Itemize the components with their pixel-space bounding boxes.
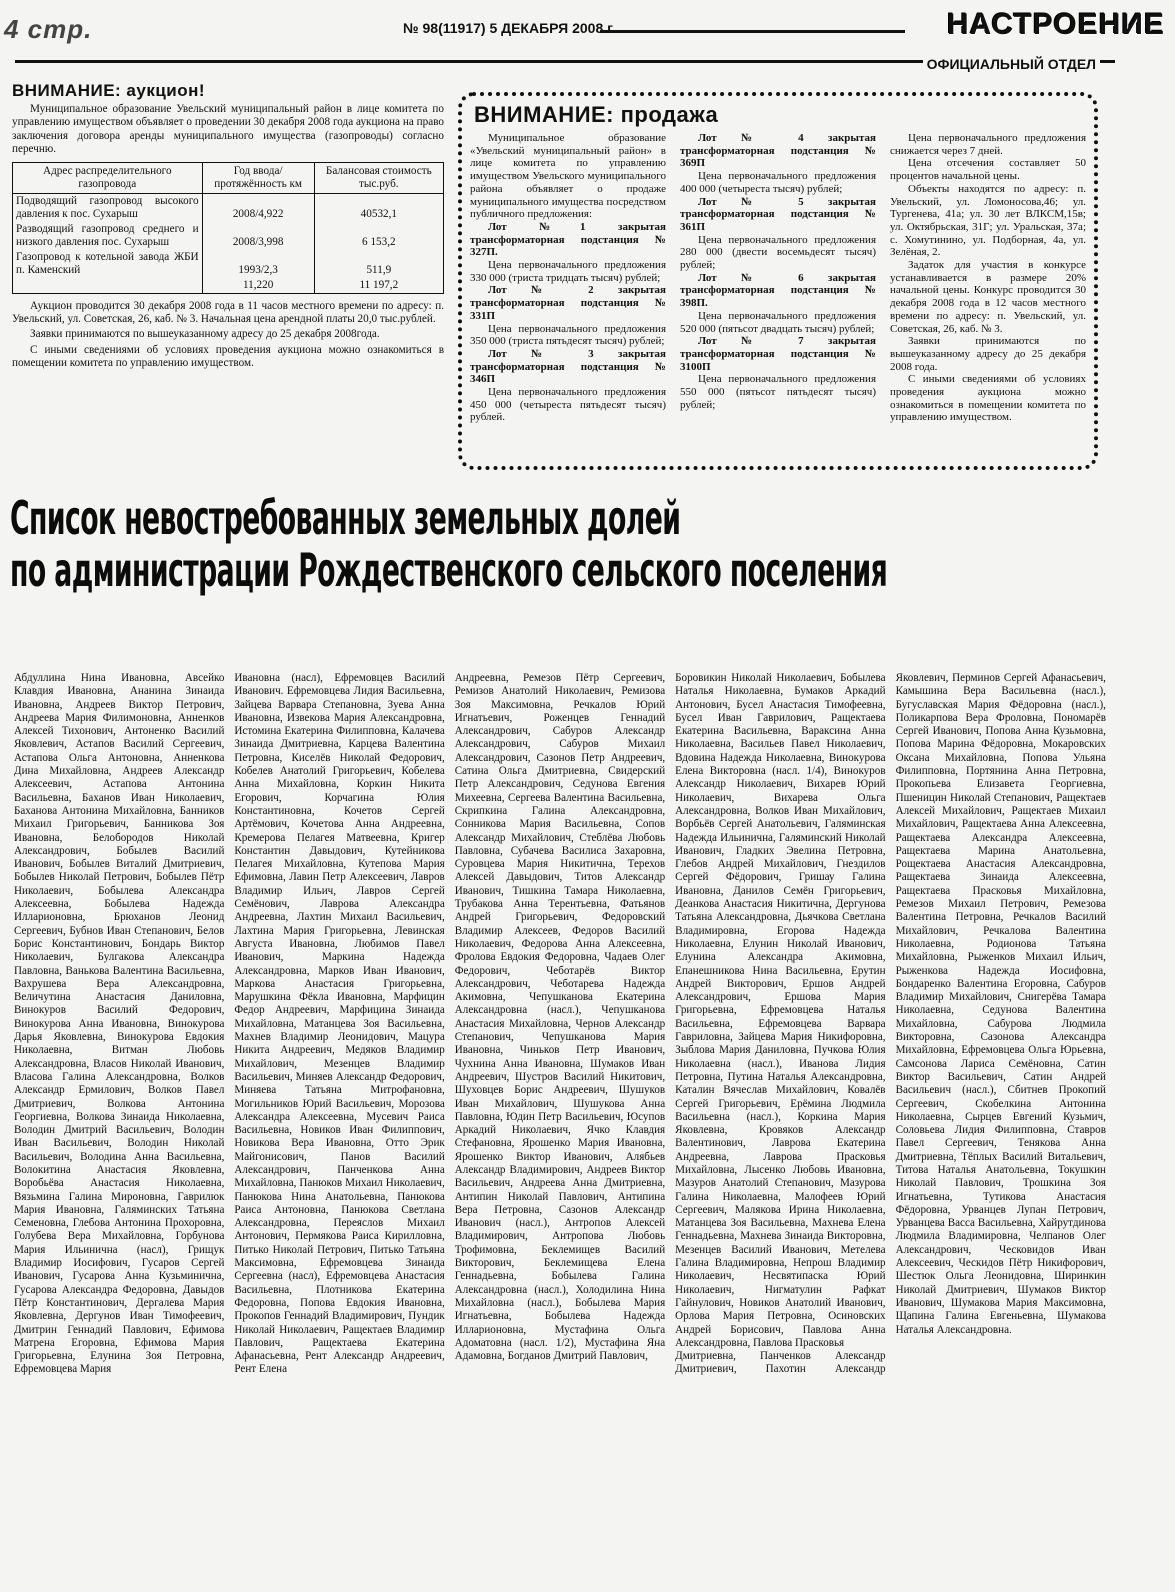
table-cell: 11,220 <box>202 278 314 294</box>
names-block: Боровикин Николай Николаевич, Бобылева Наталья Николаевна, Бумаков Аркадий Антонович, Бусел Анастасия Тимофеевна, Бусел Иван Гаврилович, Ращектаева Екатерина Васильевна, Вараксина Анна Николаевна, Васильев Павел Николаевич, Вдовина Надежда Николаевна, Винокурова Елена Викторовна (насл. 1/4), Винокуров Александр Николаевич, Вихарев Юрий Николаевич, Вихарева Ольга Александровна, Волков Иван Михайлович, Ворбьёв Сергей Анатольевич, Галяминская Надежда Ильинична, Галяминский Николай Иванович, Гладких Эвелина Петровна, Глебов Андрей Михайлович, Гнездилов Сергей Фёдорович, Гришау Галина Ивановна, Данилов Семён Григорьевич, Деанкова Анастасия Никитична, Дергунова Татьяна Александровна, Дьячкова Светлана Владимировна, Егорова Надежда Николаевна, Елунин Николай Иванович, Елунина Александра Акимовна, Епанешникова Нина Васильевна, Ерутин Андрей Викторович, Ершов Андрей Александрович, Ершова Мария Григорьевна, Ефремовцева Наталья Васильевна, Ефремовцева Варвара Гавриловна, Зайцева Мария Никифоровна, Зыблова Мария Даниловна, Пучкова Юлия Николаевна (насл.), Иванова Лидия Петровна, Путина Наталья Александровна, Каталин Вячеслав Михайлович, Ковалёв Сергей Григорьевич, Ерёмина Людмила Васильевна (насл.), Коркина Мария Яковлевна, Кровяков Александр Валентинович, Лаврова Екатерина Андреевна, Лаврова Прасковья Михайловна, Лысенко Любовь Ивановна, Мазуров Анатолий Степанович, Мазурова Галина Николаевна, Малофеев Юрий Сергеевич, Малякова Ирина Николаевна, Матанцева Зоя Васильевна, Махнева Елена Геннадьевна, Махнева Зинаида Викторовна, Мезенцев Василий Иванович, Метелева Галина Владимировна, Непрош Владимир Николаевич, Несвятипаска Юрий Николаевич, Нигматулин Рафкат Гайнулович, Новиков Анатолий Иванович, Орлова Мария Петровна, Осиновских Андрей Борисович, Павлова Анна Александровна, Павлова Прасковья <box>675 672 886 1349</box>
auction-details: Аукцион проводится 30 декабря 2008 года в 11 часов местного времени по адресу: п. Увельский, ул. Советская, 26, каб. № 3. Начальная цена арендной платы 20,0 тыс.рублей. <box>12 300 444 326</box>
names-block: Ивановна (насл), Ефремовцев Василий Иванович. Ефремовцева Лидия Васильевна, Зайцева Варвара Степановна, Зуева Анна Ивановна, Извекова Мария Александровна, Истомина Екатерина Филипповна, Калачева Зинаида Дмитриевна, Карцева Валентина Петровна, Киселёв Николай Федорович, Кобелев Анатолий Григорьевич, Кобелева Анна Михайловна, Коркин Никита Егорович, Корчагина Юлия Константиновна, Кочетов Сергей Артёмович, Кочетова Анна Андреевна, Кремерова Пелагея Матвеевна, Кригер Константин Давыдович, Кутейникова Пелагея Михайловна, Кутепова Мария Ефимовна, Лавин Петр Алексеевич, Лавров Владимир Ильич, Лавров Сергей Семёнович, Лаврова Александра Андреевна, Лахтин Михаил Васильевич, Лахтина Мария Григорьевна, Левинская Августа Ивановна, Любимов Павел Иванович, Маркина Надежда Александровна, Марков Иван Иванович, Маркова Анастасия Григорьевна, Марушкина Фёкла Ивановна, Марфицин Федор Андреевич, Марфицина Зинаида Михайловна, Матанцева Зоя Васильевна, Махнев Владимир Леонидович, Мацура Никита Андреевич, Медяков Владимир Михайлович, Мезенцев Владимир Васильевич, Миняев Александр Федорович, Миняева Татьяна Митрофановна, Могильников Юрий Васильевич, Морозова Александра Алексеевна, Мусевич Раиса Васильевна, Новиков Иван Филиппович, Новикова Вера Ивановна, Отто Эрик Майгонисович, Панов Василий Александрович, Панченкова Анна Михайловна, Панюков Михаил Николаевич, Панюкова Нина Анатольевна, Панюкова Раиса Антоновна, Панюкова Светлана Александровна, Переяслов Михаил Антонович, Пермякова Раиса Кирилловна, Питько Николай Петрович, Питько Татьяна Максимовна, Ефремовцева Зинаида Сергеевна (насл), Ефремовцева Анастасия Васильевна, Плотникова Екатерина Федоровна, Попова Евдокия Ивановна, Прокопов Геннадий Владимирович, Пундик Николай Николаевич, Ращектаев Владимир Павлович, Ращектаева Екатерина Афанасьевна, Рент Александр Андреевич, Рент Елена <box>234 672 445 1376</box>
page-header <box>0 0 1175 70</box>
names-block: Дмитриевна, Панченков Александр Дмитриевич, Пахотин Александр Яковлевич, Перминов Сергей Афанасьевич, Камышина Вера Васильевна (насл.), Бугуславская Мария Фёдоровна (насл.), Поликарпова Вера Фроловна, Пономарёв Сергей Иванович, Попова Анна Кузьмовна, Попова Марина Фёдоровна, Мокаровских Оксана Михайловна, Попова Ульяна Филипповна, Портянина Анна Петровна, Прокопьева Елизавета Георгиевна, Пшеницин Николай Степанович, Ращектаев Алексей Михайлович, Ращектаев Михаил Михайлович, Ращектаева Анна Алексеевна, Ращектаева Александра Алексеевна, Ращектаева Марина Анатольевна, Рощектаева Анастасия Александровна, Ращектаева Зинаида Алексеевна, Ращектаева Прасковья Михайловна, Ремезов Михаил Петрович, Ремезова Валентина Петровна, Речкалов Василий Михайлович, Речкалова Валентина Николаевна, Родионова Татьяна Михайловна, Рыженков Михаил Ильич, Рыженкова Надежда Иосифовна, Бондаренко Валентина Егоровна, Сабуров Владимир Михайлович, Снигерёва Тамара Николаевна, Седунова Валентина Михайловна, Сабурова Людмила Викторовна, Сазонова Александра Михайловна, Ефремовцева Ольга Юрьевна, Самсонова Лариса Семёновна, Сатин Виктор Васильевич, Сатин Андрей Васильевич (насл.), Сбитнев Прокопий Сергеевич, Скобелкина Антонина Николаевна, Сырцев Евгений Кузьмич, Соловьева Лидия Филипповна, Ставров Павел Сергеевич, Тенякова Анна Дмитриевна, Тёплых Василий Витальевич, Титова Наталья Анатольевна, Токушкин Николай Павлович, Трошкина Зоя Игнатьевна, Тутикова Анастасия Фёдоровна, Урванцев Лупан Петрович, Урванцева Васса Васильевна, Хайрутдинова Людмила Владимировна, Челпанов Олег Александрович, Ческовидов Иван Алексеевич, Ческидов Пётр Никифорович, Шестюк Ольга Леонидовна, Ширинкин Николай Дмитриевич, Шумаков Виктор Иванович, Шумакова Мария Максимовна, Щапина Галина Евгеньевна, Шумакова Наталья Александровна. <box>675 672 1106 1376</box>
names-block: Абдуллина Нина Ивановна, Авсейко Клавдия Ивановна, Ананина Зинаида Ивановна, Андреев Виктор Петрович, Андреева Мария Филимоновна, Анненков Алексей Тихонович, Антоненко Василий Яковлевич, Астапов Василий Сергеевич, Астапова Ольга Антоновна, Анненкова Дина Михайловна, Андреев Александр Алексеевич, Астапова Антонина Васильевна, Баханов Иван Николаевич, Баханова Антонина Михайловна, Банников Михаил Григорьевич, Банникова Зоя Ивановна, Белобородов Николай Александрович, Бобылев Василий Иванович, Бобылев Виталий Дмитриевич, Бобылев Николай Петрович, Бобылев Пётр Николаевич, Бобылева Александра Алексеевна, Бобылева Надежда Илларионовна, Брюханов Леонид Сергеевич, Бубнов Иван Степанович, Белов Борис Константинович, Бондарь Виктор Николаевич, Булгакова Александра Павловна, Ванькова Валентина Васильевна, Вахрушева Вера Александровна, Величутина Анастасия Даниловна, Винокуров Василий Федорович, Винокурова Анна Ивановна, Винокурова Дарья Яковлевна, Винокурова Евдокия Николаевна, Витман Любовь Александровна, Власов Николай Иванович, Власова Галина Александровна, Волков Александр Ермилович, Волков Павел Дмитриевич, Волкова Антонина Георгиевна, Волкова Зинаида Николаевна, Володин Дмитрий Васильевич, Володин Иван Васильевич, Володин Николай Васильевич, Володина Анна Васильевна, Волокитина Анастасия Яковлевна, Воробьёва Анастасия Николаевна, Вязьмина Галина Мироновна, Гаврилюк Мария Ивановна, Галяминских Татьяна Семеновна, Глебова Антонина Прохоровна, Голубева Вера Михайловна, Горбунова Мария Ильинична (насл), Грищук Владимир Иосифович, Гусаров Сергей Иванович, Гусарова Анна Кузьминична, Гусарова Александра Федоровна, Давыдов Пётр Константинович, Дергалева Мария Яковлевна, Дергунов Иван Тимофеевич, Дмитрин Геннадий Павлович, Ефимова Матрена Егоровна, Ефимова Мария Григорьевна, Елунина Зоя Петровна, Ефремовцева Мария <box>14 672 225 1376</box>
auction-applications: Заявки принимаются по вышеуказанному адресу до 25 декабря 2008года. <box>30 328 380 341</box>
lot-price: Цена первоначального предложения 520 000 (пятьсот двадцать тысяч) рублей; <box>680 309 876 335</box>
table-cell: 40532,1 <box>314 194 443 223</box>
lot-title: Лот № 3 закрытая трансформаторная подстанция № 346П <box>470 347 666 386</box>
table-cell: Подводящий газопровод высокого давления к пос. Сухарыш <box>13 194 203 223</box>
header-rule <box>600 30 905 33</box>
table-row <box>13 222 444 250</box>
lot-title: Лот № 2 закрытая трансформаторная подстанция № 331П <box>470 284 666 322</box>
table-header: Адрес распределительного газопровода <box>13 163 203 194</box>
table-row <box>13 278 444 294</box>
lot-title: Лот № 4 закрытая трансформаторная подстанция № 369П <box>680 132 876 170</box>
lot-title: Лот № 5 закрытая трансформаторная подстанция № 361П <box>680 195 876 233</box>
table-cell: 511,9 <box>314 250 443 278</box>
lot-price: Цена первоначального предложения 550 000 (пятьсот пятьдесят тысяч) рублей; <box>680 373 876 411</box>
lot-price: Цена первоначального предложения 330 000 (триста тридцать тысяч) рублей; <box>470 259 666 284</box>
lot-price: Цена первоначального предложения 450 000 (четыреста пятьдесят тысяч) рублей. <box>470 386 666 424</box>
table-row <box>13 194 444 223</box>
lot-price: Цена первоначального предложения 280 000 (двести восемьдесят тысяч) рублей; <box>680 233 876 272</box>
auction-notice <box>12 81 444 372</box>
lot-title: Лот №1 закрытая трансформаторная подстанция № 327П. <box>470 220 666 259</box>
lot-title: Лот № 7 закрытая трансформаторная подстанция № 3100П <box>680 335 876 373</box>
auction-info: С иными сведениями об условиях проведения аукциона можно ознакомиться в помещении комитета по управлению имуществом. <box>12 343 444 369</box>
table-cell: 2008/4,922 <box>202 194 314 223</box>
table-cell <box>13 278 203 294</box>
table-cell: Газопровод к котельной завода ЖБИ п. Каменский <box>13 250 203 278</box>
sale-price-drop: Цена первоначального предложения снижается через 7 дней. <box>890 132 1086 157</box>
table-row <box>13 250 444 278</box>
sale-objects: Объекты находятся по адресу: п. Увельский, ул. Ломоносова,46; ул. Тургенева, 41а; ул. 30 лет ВЛКСМ,15в; ул. Октябрьская, 31Г; ул. Уральская, 37а; с. Хомутинино, ул. Подборная, 4а, ул. Зелёная, 2. <box>890 182 1086 259</box>
table-cell: Разводящий газопровод среднего и низкого давления пос. Сухарыш <box>13 222 203 250</box>
page-number: 4 стр. <box>4 14 93 44</box>
lot-price: Цена первоначального предложения 350 000 (триста пятьдесят тысяч) рублей; <box>470 322 666 348</box>
table-cell: 1993/2,3 <box>202 250 314 278</box>
table-header: Балансовая стоимость тыс.руб. <box>314 163 443 194</box>
table-cell: 11 197,2 <box>314 278 443 294</box>
list-title-line: Список невостребованных земельных долей <box>10 491 681 545</box>
sale-info: С иными сведениями об условиях проведения аукциона можно ознакомиться в помещении комитета по управлению имуществом. <box>890 373 1086 424</box>
lot-price: Цена первоначального предложения 400 000 (четыреста тысяч) рублей; <box>680 170 876 195</box>
names-block: Андреевна, Ремезов Пётр Сергеевич, Ремизов Анатолий Николаевич, Ремизова Зоя Максимовна, Речкалов Юрий Игнатьевич, Роженцев Геннадий Александрович, Сабуров Александр Александрович, Сабуров Михаил Александрович, Сазонов Петр Андреевич, Сатина Ольга Дмитриевна, Свидерский Петр Александрович, Седунова Евгения Михеевна, Сергеева Валентина Васильевна, Скрипкина Галина Александровна, Сонникова Мария Васильевна, Сопов Александр Михайлович, Стеблёва Любовь Павловна, Субачева Василиса Захаровна, Суровцева Мария Никитична, Терехов Алексей Давыдович, Титов Александр Иванович, Тишкина Тамара Николаевна, Трубакова Анна Терентьевна, Фатьянов Андрей Григорьевич, Федоровский Владимир Алексеев, Федоров Василий Николаевич, Федорова Анна Алексеевна, Фролова Евдокия Федоровна, Чадаев Олег Федорович, Чеботарёв Виктор Александрович, Чеботарева Надежда Акимовна, Чепушканова Екатерина Александровна (насл.), Чепушканова Анастасия Михайловна, Чернов Александр Степанович, Чепушканова Мария Ивановна, Чиньков Петр Иванович, Чухнина Анна Ивановна, Шумаков Иван Андреевич, Шустров Василий Никитович, Шуховцев Борис Андреевич, Шушуков Иван Михайлович, Шушукова Анна Павловна, Юдин Петр Васильевич, Юсупов Аркадий Николаевич, Ячко Клавдия Стефановна, Ярошенко Мария Ивановна, Ярошенко Виктор Иванович, Алябьев Александр Владимирович, Андреев Виктор Васильевич, Андреева Анна Дмитриевна, Антипин Николай Павлович, Антипина Вера Петровна, Сазонов Александр Иванович (насл.), Антропов Алексей Владимирович, Антропова Любовь Трофимовна, Беклемищев Василий Викторович, Беклемищева Елена Геннадьевна, Бобылева Галина Александровна (насл.), Холодилина Нина Михайловна (насл.), Бобылева Мария Игнатьевна, Бобылева Надежда Илларионовна, Мустафина Ольга Адоматовна (насл. 1/2), Мустафина Яна Адамовна, Богданов Дмитрий Павлович, <box>454 672 666 1363</box>
department-label: ОФИЦИАЛЬНЫЙ ОТДЕЛ <box>923 56 1100 72</box>
table-cell: 2008/3,998 <box>202 222 314 250</box>
table-cell: 6 153,2 <box>314 222 443 250</box>
issue-line: № 98(11917) 5 ДЕКАБРЯ 2008 г. <box>403 20 616 36</box>
lot-title: Лот № 6 закрытая трансформаторная подстанция № 398П. <box>680 271 876 310</box>
list-title <box>10 491 888 597</box>
sale-cutoff: Цена отсечения составляет 50 процентов начальной цены. <box>890 157 1086 183</box>
sale-applications: Заявки принимаются по вышеуказанному адресу до 25 декабря 2008 года. <box>890 335 1086 373</box>
auction-intro: Муниципальное образование Увельский муниципальный район в лице комитета по управлению имуществом объявляет о проведении 30 декабря 2008 года аукциона на право заключения договора аренды муниципального имущества (газопроводы) согласно перечню. <box>12 103 444 155</box>
gas-pipeline-table <box>12 162 444 294</box>
sale-deposit: Задаток для участия в конкурсе устанавливается в размере 20% начальной цены. Конкурс проводится 30 декабря 2008 года в 12 часов местного времени по адресу: п. Увельский, ул. Советская, 26, каб. № 3. <box>890 259 1086 335</box>
auction-heading: ВНИМАНИЕ: аукцион! <box>12 81 206 100</box>
sale-intro: Муниципальное образование «Увельский муниципальный район» в лице комитета по управлению имуществом Увельского муниципального района объявляет о продаже муниципального имущества посредством публичного предложения: <box>470 132 666 221</box>
section-title: НАСТРОЕНИЕ <box>946 8 1165 41</box>
sale-text <box>470 132 1086 424</box>
sale-notice <box>458 92 1098 470</box>
list-title-line: по администрации Рождественского сельского поселения <box>10 543 888 597</box>
names-list <box>14 672 1106 1584</box>
table-header: Год ввода/протяжённость км <box>202 163 314 194</box>
sale-heading: ВНИМАНИЕ: продажа <box>474 102 719 127</box>
